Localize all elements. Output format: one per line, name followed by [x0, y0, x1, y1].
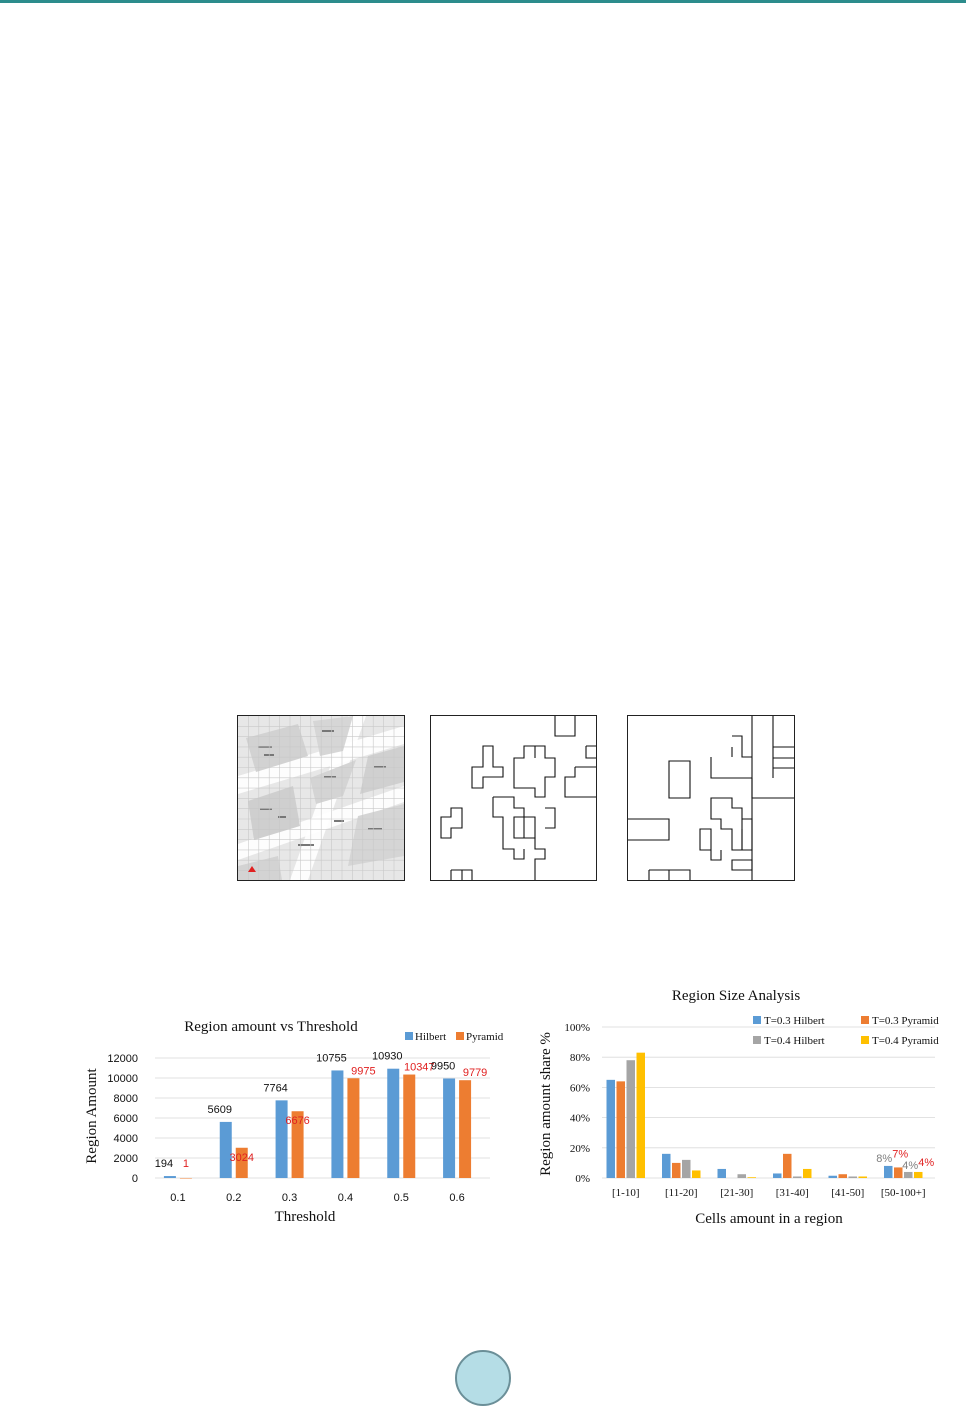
- chart-region-amount-vs-threshold: [75, 1005, 515, 1235]
- bar-series-2: [738, 1174, 747, 1178]
- y-tick-label: 40%: [569, 1112, 590, 1125]
- bar-series-2: [682, 1160, 691, 1178]
- data-label: 9975: [351, 1065, 376, 1078]
- chart-left-ylabel: Region Amount: [84, 1068, 100, 1164]
- map-thumbnail-graphic: [238, 716, 404, 880]
- y-tick-label: 60%: [569, 1082, 590, 1095]
- data-label: 3024: [229, 1151, 254, 1164]
- legend-label-t03-hilbert: T=0.3 Hilbert: [764, 1015, 825, 1027]
- y-tick-label: 10000: [107, 1073, 138, 1085]
- bar-series-1: [617, 1081, 626, 1178]
- chart-left-title: Region amount vs Threshold: [184, 1019, 358, 1035]
- bar-series-3: [692, 1170, 701, 1178]
- bar-pyramid: [459, 1080, 471, 1178]
- x-tick-label: 0.5: [393, 1192, 409, 1204]
- legend-label-t03-pyramid: T=0.3 Pyramid: [872, 1015, 939, 1027]
- bar-series-3: [859, 1176, 868, 1178]
- bar-hilbert: [276, 1100, 288, 1178]
- bar-hilbert: [443, 1079, 455, 1179]
- bar-hilbert: [387, 1069, 399, 1178]
- x-tick-label: [21-30]: [720, 1187, 754, 1199]
- bar-hilbert: [164, 1176, 176, 1178]
- data-label: 9779: [462, 1067, 488, 1080]
- chart-region-size-analysis: [530, 980, 950, 1230]
- legend-label-pyramid: Pyramid: [466, 1031, 504, 1043]
- legend-swatch-hilbert: [405, 1032, 413, 1040]
- annotation-label: 4%: [918, 1156, 935, 1169]
- legend-swatch-t03-hilbert: [753, 1016, 761, 1024]
- bar-series-2: [627, 1060, 636, 1178]
- data-label: 9950: [430, 1060, 456, 1073]
- bar-hilbert: [331, 1070, 343, 1178]
- y-tick-label: 4000: [113, 1133, 138, 1145]
- legend-label-hilbert: Hilbert: [415, 1031, 447, 1043]
- hilbert-regions-graphic: [431, 716, 596, 880]
- bar-pyramid: [403, 1075, 415, 1178]
- legend-swatch-t03-pyramid: [861, 1016, 869, 1024]
- legend-swatch-t04-hilbert: [753, 1036, 761, 1044]
- bar-series-2: [793, 1176, 802, 1178]
- data-label: 6676: [285, 1115, 310, 1128]
- bar-pyramid: [347, 1078, 359, 1178]
- data-label: 194: [154, 1158, 174, 1171]
- y-tick-label: 0%: [575, 1173, 590, 1185]
- bar-series-1: [839, 1174, 848, 1178]
- annotation-label: 7%: [892, 1148, 909, 1161]
- chart-left-xlabel: Threshold: [274, 1209, 336, 1225]
- y-tick-label: 20%: [569, 1142, 590, 1155]
- x-tick-label: [31-40]: [775, 1187, 809, 1199]
- y-tick-label: 8000: [113, 1093, 138, 1105]
- hilbert-regions: [430, 715, 597, 881]
- data-label: 7764: [263, 1082, 288, 1095]
- data-label: 10347: [403, 1061, 435, 1074]
- legend-swatch-pyramid: [456, 1032, 464, 1040]
- bar-series-2: [849, 1176, 858, 1178]
- chart-right-xlabel: Cells amount in a region: [695, 1211, 843, 1227]
- bar-pyramid: [180, 1178, 192, 1179]
- bar-series-0: [884, 1166, 893, 1178]
- y-tick-label: 100%: [564, 1022, 590, 1034]
- y-tick-label: 12000: [107, 1053, 138, 1065]
- x-tick-label: 0.3: [281, 1192, 298, 1204]
- bar-hilbert: [220, 1122, 232, 1178]
- x-tick-label: 0.6: [449, 1192, 465, 1204]
- header-rule: [0, 0, 966, 3]
- legend-swatch-t04-pyramid: [861, 1036, 869, 1044]
- chart-right-title: Region Size Analysis: [671, 988, 801, 1004]
- x-tick-label: [1-10]: [612, 1187, 640, 1199]
- chart-left-svg: [75, 1005, 515, 1235]
- bar-series-0: [773, 1173, 782, 1178]
- x-tick-label: [50-100+]: [880, 1187, 926, 1199]
- bar-series-3: [748, 1177, 757, 1178]
- legend-label-t04-pyramid: T=0.4 Pyramid: [872, 1035, 939, 1047]
- data-label: 5609: [207, 1103, 232, 1116]
- bar-series-3: [637, 1053, 646, 1178]
- y-tick-label: 2000: [113, 1153, 138, 1165]
- chart-right-ylabel: Region amount share %: [538, 1032, 554, 1176]
- pyramid-regions-graphic: [628, 716, 794, 880]
- data-label: 10930: [371, 1050, 403, 1063]
- x-tick-label: 0.2: [226, 1192, 242, 1204]
- legend-label-t04-hilbert: T=0.4 Hilbert: [764, 1035, 825, 1047]
- y-tick-label: 80%: [569, 1052, 590, 1065]
- bar-series-2: [904, 1172, 913, 1178]
- annotation-label: 8%: [876, 1152, 893, 1165]
- page-number-badge: [455, 1350, 511, 1406]
- pyramid-regions: [627, 715, 795, 881]
- bar-series-1: [783, 1154, 792, 1178]
- map-thumbnail: [237, 715, 405, 881]
- x-tick-label: [11-20]: [664, 1187, 698, 1199]
- annotation-label: 4%: [902, 1159, 919, 1172]
- y-tick-label: 6000: [113, 1113, 138, 1125]
- y-tick-label: 0: [131, 1173, 138, 1185]
- bar-series-1: [894, 1167, 903, 1178]
- x-tick-label: 0.1: [170, 1192, 186, 1204]
- data-label: 1: [182, 1158, 189, 1170]
- bar-series-0: [607, 1080, 616, 1178]
- bar-series-0: [662, 1154, 671, 1178]
- bar-series-0: [829, 1176, 838, 1178]
- x-tick-label: 0.4: [337, 1192, 354, 1204]
- data-label: 10755: [316, 1052, 347, 1065]
- bar-series-3: [803, 1169, 812, 1178]
- bar-series-0: [718, 1169, 727, 1178]
- bar-series-3: [914, 1172, 923, 1178]
- bar-series-1: [672, 1163, 681, 1178]
- chart-right-svg: [530, 980, 950, 1230]
- x-tick-label: [41-50]: [831, 1187, 865, 1199]
